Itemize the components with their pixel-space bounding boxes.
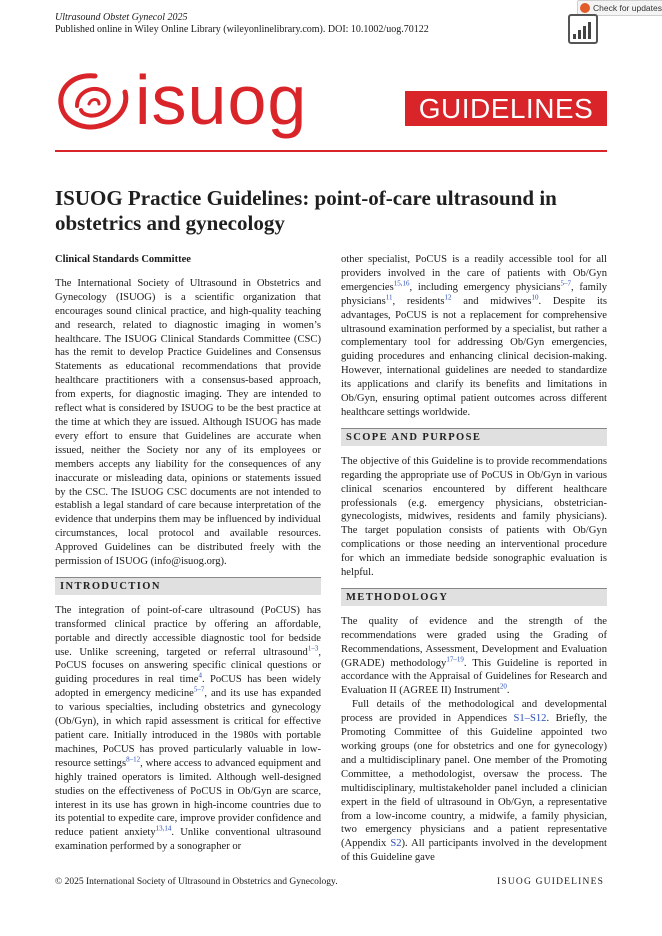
citation-link[interactable]: 8–12 [126,755,141,764]
section-heading-introduction: INTRODUCTION [55,577,321,595]
right-column [341,253,607,865]
methodology-text: The quality of evidence and the strength of the recommendations were graded using the Grading of Recommendations, Assessment, Development and Evaluation (GRADE) methodology$^{17-19}$. This Guideline is reported in accordance with the Appraisal of Guidelines for Research and Evaluation II (AGREE II) Instrument$^{20}$. [341,615,607,697]
citation-link[interactable]: 12 [444,293,452,302]
citation-link[interactable]: 11 [385,293,393,302]
introduction-text: The integration of point-of-care ultrasound (PoCUS) has transformed clinical practice by offering an affordable, portable and directly accessible diagnostic tool for bedside use. Unlike screening, targeted or referral ultrasound$^{1-3}$, PoCUS focuses on answering specific clinical questions or guiding procedures in real time$^4$. PoCUS has been widely adopted in emergency medicine$^{5-7}$, and its use has expanded to various specialties, including obstetrics and gynecology (Ob/Gyn), in which rapid assessment is critical for effective patient care. Initially introduced in the 1980s with portable machines, PoCUS has proved particularly valuable in low-resource settings$^{8-12}$, where access to advanced equipment and highly trained operators is limited. Although well-designed studies on the effectiveness of PoCUS in Ob/Gyn are scarce, interest in its use has grown in high-income countries due to its potential to expedite care, improve provider confidence and reduce patient anxiety$^{13,14}$. Unlike conventional ultrasound examination performed by a sonographer or [55,604,321,853]
citation-link[interactable]: 13,14 [155,824,172,833]
methodology-text-2: Full details of the methodological and developmental process are provided in Appendices S1–S12. Briefly, the Promoting Committee of this Guideline appointed two working groups (one for obstetrics and one for gynecology) and a multidisciplinary panel. One member of the Promoting Committee, a methodologist, oversaw the process. The multidisciplinary, multistakeholder panel included a clinician expert in the field of ultrasound in Ob/Gyn, a representative from a low-income country, a midwife, a family physician, two emergency physicians and a patient representative (Appendix S2). All participants involved in the development of this Guideline gave [341,699,607,864]
citation-link[interactable]: 1–3 [307,644,319,653]
guidelines-banner: GUIDELINES [405,91,607,126]
left-column [55,253,321,854]
citation-link[interactable]: 17–19 [446,655,464,664]
check-updates-label: Check for updates [593,3,662,13]
introduction-text-continued: other specialist, PoCUS is a readily accessible tool for all providers involved in the care of patients with Ob/Gyn emergencies$^{15,16}$, including emergency physicians$^{5-7}$, family physicians$^{11}$, residents$^{12}$ and midwives$^{10}$. Despite its advantages, PoCUS is not a replacement for comprehensive ultrasound examination performed by a specialist, but rather a complementary tool for addressing Ob/Gyn emergencies, guiding procedures and enhancing clinical decision-making. However, international guidelines are needed to standardize its applications and clarify its benefits and limitations in Ob/Gyn, ensuring optimal patient outcomes across different healthcare settings worldwide. [341,254,607,418]
journal-name: Ultrasound Obstet Gynecol 2025 [55,12,188,23]
published-line: Published online in Wiley Online Library (wileyonlinelibrary.com). DOI: 10.1002/uog.70122 [55,24,429,35]
citation-link[interactable]: 5–7 [193,685,205,694]
authors: Clinical Standards Committee [55,254,191,265]
section-heading-scope: SCOPE AND PURPOSE [341,428,607,446]
citation-link[interactable]: 4 [198,671,202,680]
intro-paragraph: The International Society of Ultrasound in Obstetrics and Gynecology (ISUOG) is a scientific organization that encourages sound clinical practice, and high-quality teaching and research, related to diagnostic imaging in women’s healthcare. The ISUOG Clinical Standards Committee (CSC) has the remit to develop Practice Guidelines and Consensus Statements as educational recommendations that provide healthcare practitioners with a consensus-based approach, from experts, for diagnostic imaging. They are intended to reflect what is considered by ISUOG to be the best practice at the time at which they are issued. Although ISUOG has made every effort to ensure that Guidelines are accurate when issued, neither the Society nor any of its employees or members accepts any liability for the consequences of any inaccurate or misleading data, opinions or statements issued by the CSC. The ISUOG CSC documents are not intended to establish a legal standard of care because interpretation of the evidence that underpins them may be influenced by individual circumstances, local protocol and available resources. Approved Guidelines can be distributed freely with the permission of ISUOG (info@isuog.org). [55,277,321,568]
article-title: ISUOG Practice Guidelines: point-of-care ultrasound in obstetrics and gynecology [55,186,557,235]
crossmark-icon [580,3,590,13]
footer-copyright: © 2025 International Society of Ultrasound in Obstetrics and Gynecology. [55,877,338,887]
appendix-link[interactable]: S2 [390,838,402,850]
citation-link[interactable]: 5–7 [560,279,571,288]
footer-running-head: ISUOG GUIDELINES [497,877,605,887]
citation-link[interactable]: 20 [499,682,507,691]
appendix-link[interactable]: S1–S12 [513,713,547,725]
section-heading-methodology: METHODOLOGY [341,588,607,606]
signal-bars-icon [568,14,598,44]
isuog-logo-icon [55,70,133,134]
isuog-logo-text: isuog [135,61,308,139]
header-divider [55,150,607,152]
scope-text: The objective of this Guideline is to provide recommendations regarding the appropriate use of PoCUS in Ob/Gyn in various clinical scenarios encountered by different healthcare professionals (e.g. emergency physicians, obstetrician-gynecologists, midwives, residents and family physicians). The target population consists of patients with Ob/Gyn complications or those needing an interventional procedure for which an immediate bedside sonographic evaluation is helpful. [341,455,607,579]
citation-link[interactable]: 15,16 [393,279,410,288]
citation-link[interactable]: 10 [531,293,539,302]
